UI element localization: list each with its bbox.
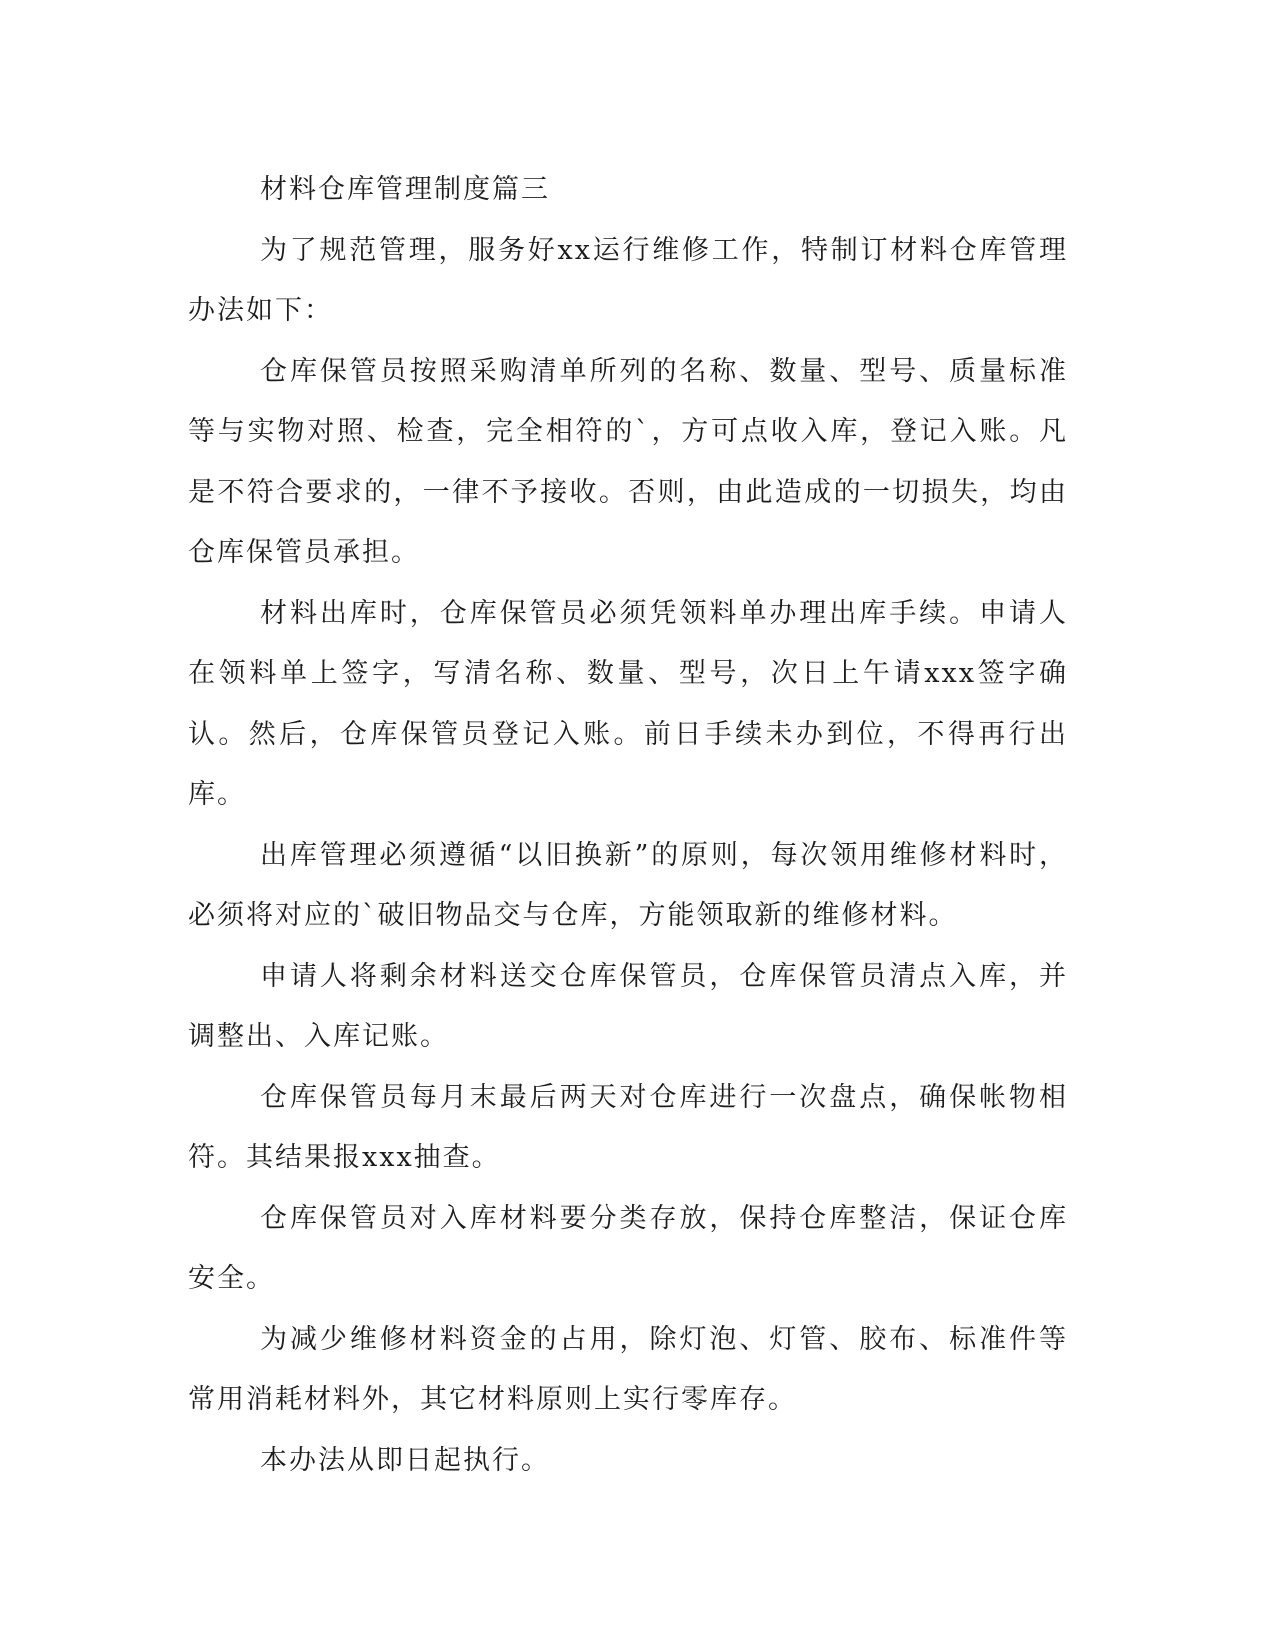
paragraph-receiving: 仓库保管员按照采购清单所列的名称、数量、型号、质量标准等与实物对照、检查，完全相符的`，方可点收入库，登记入账。凡是不符合要求的，一律不予接收。否则，由此造成的一切损失，均由仓库保管员承担。 (188, 355, 1068, 568)
document-title: 材料仓库管理制度篇三 (260, 174, 550, 205)
paragraph-old-for-new: 出库管理必须遵循“以旧换新”的原则，每次领用维修材料时，必须将对应的`破旧物品交与仓库，方能领取新的维修材料。 (188, 839, 1068, 931)
document-body (188, 160, 1068, 1491)
paragraph-zero-stock: 为减少维修材料资金的占用，除灯泡、灯管、胶布、标准件等常用消耗材料外，其它材料原则上实行零库存。 (188, 1323, 1068, 1415)
paragraph-effective-date: 本办法从即日起执行。 (260, 1444, 550, 1476)
paragraph-inventory-check: 仓库保管员每月末最后两天对仓库进行一次盘点，确保帐物相符。其结果报xxx抽查。 (188, 1081, 1068, 1173)
paragraph-issuing: 材料出库时，仓库保管员必须凭领料单办理出库手续。申请人在领料单上签字，写清名称、数量、型号，次日上午请xxx签字确认。然后，仓库保管员登记入账。前日手续未办到位，不得再行出库。 (188, 597, 1068, 810)
paragraph-storage: 仓库保管员对入库材料要分类存放，保持仓库整洁，保证仓库安全。 (188, 1202, 1068, 1294)
paragraph-returns: 申请人将剩余材料送交仓库保管员，仓库保管员清点入库，并调整出、入库记账。 (188, 960, 1068, 1052)
paragraph-intro: 为了规范管理，服务好xx运行维修工作，特制订材料仓库管理办法如下： (188, 234, 1068, 326)
